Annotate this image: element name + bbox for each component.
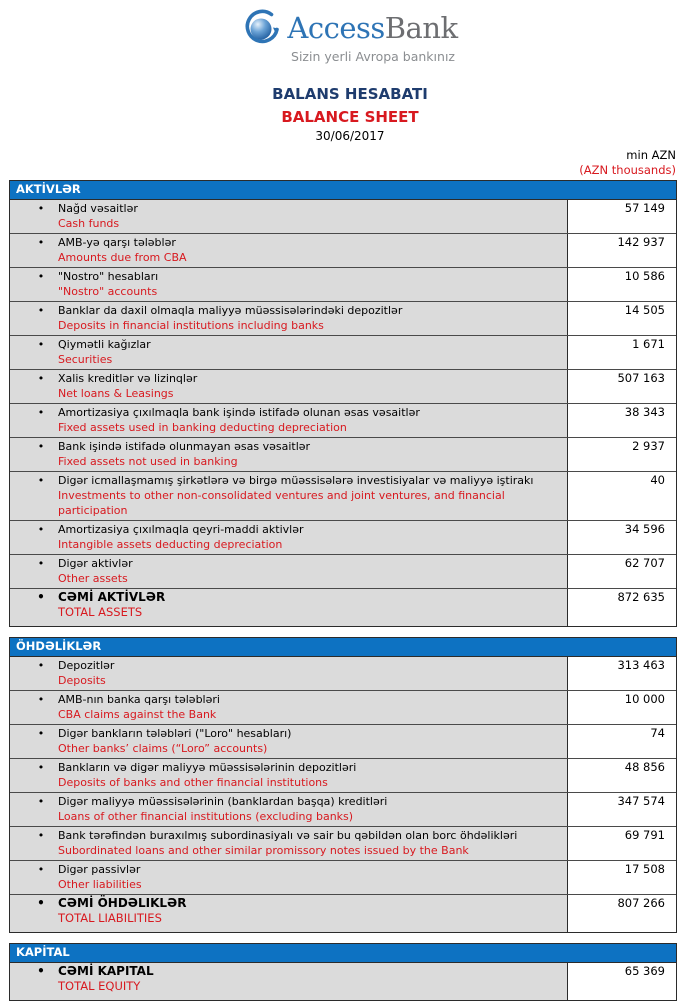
- section-assets: [9, 180, 677, 627]
- row-label-cell: [10, 370, 567, 403]
- row-label-az-line: [24, 405, 563, 420]
- bank-logo: [0, 8, 700, 48]
- row-value: 507 163: [567, 370, 676, 403]
- row-label-az: Banklar da daxil olmaqla maliyyə müəssisələrindəki depozitlər: [58, 304, 403, 317]
- row-label-cell: [10, 725, 567, 758]
- equity-rows: [9, 962, 677, 1001]
- row-label-az: Depozitlər: [58, 659, 115, 672]
- table-row: [10, 792, 676, 826]
- row-label-en: Fixed assets not used in banking: [58, 455, 238, 468]
- table-row: [10, 403, 676, 437]
- bank-name: [287, 9, 457, 47]
- row-label-en: Net loans & Leasings: [58, 387, 174, 400]
- row-label-az-line: [24, 828, 563, 843]
- row-label-en: Deposits: [58, 674, 106, 687]
- table-row: [10, 724, 676, 758]
- globe-swirl-icon: [242, 9, 280, 47]
- row-label-az: Digər bankların tələbləri ("Loro" hesabları): [58, 727, 292, 740]
- row-label-az-line: [24, 522, 563, 537]
- table-row: [10, 554, 676, 588]
- row-label-en: CBA claims against the Bank: [58, 708, 217, 721]
- bullet-icon: •: [37, 372, 45, 385]
- table-row: [10, 233, 676, 267]
- row-value: 57 149: [567, 200, 676, 233]
- row-label-en: Loans of other financial institutions (excluding banks): [58, 810, 354, 823]
- row-value: 807 266: [567, 895, 676, 932]
- row-label-cell: [10, 895, 567, 932]
- table-row: [10, 520, 676, 554]
- row-label-cell: [10, 404, 567, 437]
- bullet-icon: •: [37, 474, 45, 487]
- table-row: [10, 471, 676, 520]
- row-label-az: Bank tərəfindən buraxılmış subordinasiyalı və sair bu qəbildən olan borc öhdəlikləri: [58, 829, 518, 842]
- table-row: [10, 758, 676, 792]
- row-label-az-line: [24, 473, 563, 488]
- row-value: 65 369: [567, 963, 676, 1000]
- row-label-en: Intangible assets deducting depreciation: [58, 538, 283, 551]
- bullet-icon: •: [37, 440, 45, 453]
- row-label-cell: [10, 827, 567, 860]
- row-label-en: Other banks’ claims (“Loro” accounts): [58, 742, 268, 755]
- row-value: 74: [567, 725, 676, 758]
- unit-note-az: min AZN: [626, 148, 676, 162]
- table-row: [10, 335, 676, 369]
- row-label-az-line: [24, 692, 563, 707]
- row-label-cell: [10, 472, 567, 520]
- bullet-icon: •: [37, 523, 45, 536]
- row-label-az: "Nostro" hesabları: [58, 270, 159, 283]
- table-row: [10, 894, 676, 932]
- row-label-cell: [10, 657, 567, 690]
- row-value: 10 586: [567, 268, 676, 301]
- row-label-az: Nağd vəsaitlər: [58, 202, 138, 215]
- row-label-az: Bank işində istifadə olunmayan əsas vəsaitlər: [58, 440, 311, 453]
- row-value: 17 508: [567, 861, 676, 894]
- table-row: [10, 267, 676, 301]
- row-label-az: Digər passivlər: [58, 863, 141, 876]
- bullet-icon: •: [37, 304, 45, 317]
- row-label-az: Digər maliyyə müəssisələrinin (banklardan başqa) kreditləri: [58, 795, 388, 808]
- row-value: 34 596: [567, 521, 676, 554]
- brand-bank: Bank: [384, 11, 458, 45]
- table-row: [10, 200, 676, 233]
- row-value: 62 707: [567, 555, 676, 588]
- section-equity: [9, 943, 677, 1001]
- row-label-cell: [10, 521, 567, 554]
- row-label-az: Amortizasiya çıxılmaqla bank işində istifadə olunan əsas vəsaitlər: [58, 406, 420, 419]
- row-label-en: TOTAL ASSETS: [58, 605, 143, 619]
- section-header-assets: AKTİVLƏR: [9, 180, 677, 199]
- row-label-cell: [10, 555, 567, 588]
- row-label-az: CƏMİ ÖHDƏLIKLƏR: [58, 896, 187, 910]
- row-value: 48 856: [567, 759, 676, 792]
- row-label-cell: [10, 589, 567, 626]
- row-label-en: Other assets: [58, 572, 128, 585]
- row-label-cell: [10, 336, 567, 369]
- row-value: 1 671: [567, 336, 676, 369]
- unit-note: [0, 148, 676, 178]
- row-label-az-line: [24, 439, 563, 454]
- bullet-icon: •: [37, 236, 45, 249]
- table-row: [10, 437, 676, 471]
- row-value: 40: [567, 472, 676, 520]
- row-label-az: Bankların və digər maliyyə müəssisələrinin depozitləri: [58, 761, 357, 774]
- row-label-en: Amounts due from CBA: [58, 251, 187, 264]
- report-date: 30/06/2017: [315, 129, 385, 143]
- row-label-cell: [10, 793, 567, 826]
- section-liabilities: [9, 637, 677, 933]
- bullet-icon: •: [37, 557, 45, 570]
- table-row: [10, 860, 676, 894]
- row-value: 347 574: [567, 793, 676, 826]
- row-label-az-line: [24, 556, 563, 571]
- table-row: [10, 963, 676, 1000]
- row-label-cell: [10, 759, 567, 792]
- row-label-az-line: [24, 726, 563, 741]
- row-label-az-line: [24, 658, 563, 673]
- row-label-cell: [10, 963, 567, 1000]
- row-label-en: "Nostro" accounts: [58, 285, 158, 298]
- row-label-az-line: [24, 235, 563, 250]
- row-label-az: CƏMİ AKTİVLƏR: [58, 590, 166, 604]
- row-value: 313 463: [567, 657, 676, 690]
- row-label-en: Cash funds: [58, 217, 120, 230]
- row-label-az: Qiymətli kağızlar: [58, 338, 151, 351]
- table-row: [10, 657, 676, 690]
- row-label-en: Fixed assets used in banking deducting depreciation: [58, 421, 347, 434]
- section-header-liabilities: ÖHDƏLİKLƏR: [9, 637, 677, 656]
- brand-access: Access: [287, 11, 385, 45]
- bullet-icon: •: [37, 338, 45, 351]
- bullet-icon: •: [37, 693, 45, 706]
- row-label-en: Other liabilities: [58, 878, 142, 891]
- row-value: 14 505: [567, 302, 676, 335]
- bullet-icon: •: [37, 761, 45, 774]
- row-label-az-line: [24, 269, 563, 284]
- liabilities-rows: [9, 656, 677, 933]
- row-label-cell: [10, 438, 567, 471]
- assets-rows: [9, 199, 677, 627]
- row-label-az-line: [24, 896, 563, 911]
- row-label-az-line: [24, 794, 563, 809]
- bullet-icon: •: [37, 727, 45, 740]
- row-label-en: TOTAL LIABILITIES: [58, 911, 162, 925]
- row-value: 38 343: [567, 404, 676, 437]
- bullet-icon: •: [37, 964, 45, 978]
- bullet-icon: •: [37, 270, 45, 283]
- bullet-icon: •: [37, 863, 45, 876]
- row-value: 69 791: [567, 827, 676, 860]
- row-label-cell: [10, 302, 567, 335]
- row-label-cell: [10, 200, 567, 233]
- table-row: [10, 369, 676, 403]
- row-label-az-line: [24, 862, 563, 877]
- row-label-en: TOTAL EQUITY: [58, 979, 141, 993]
- row-value: 872 635: [567, 589, 676, 626]
- row-label-az-line: [24, 964, 563, 979]
- row-label-az: Digər icmallaşmamış şirkətlərə və birgə müəssisələrə investisiyalar və maliyyə iştirakı: [58, 474, 534, 487]
- bullet-icon: •: [37, 795, 45, 808]
- row-label-az: Digər aktivlər: [58, 557, 133, 570]
- bullet-icon: •: [37, 590, 45, 604]
- row-label-cell: [10, 691, 567, 724]
- row-value: 2 937: [567, 438, 676, 471]
- bullet-icon: •: [37, 202, 45, 215]
- row-label-cell: [10, 234, 567, 267]
- row-label-cell: [10, 268, 567, 301]
- row-label-en: Subordinated loans and other similar promissory notes issued by the Bank: [58, 844, 469, 857]
- row-value: 142 937: [567, 234, 676, 267]
- bullet-icon: •: [37, 829, 45, 842]
- section-header-equity: KAPİTAL: [9, 943, 677, 962]
- row-label-cell: [10, 861, 567, 894]
- table-row: [10, 690, 676, 724]
- row-label-en: Deposits in financial institutions including banks: [58, 319, 324, 332]
- row-label-en: Deposits of banks and other financial institutions: [58, 776, 328, 789]
- row-label-az-line: [24, 303, 563, 318]
- table-row: [10, 301, 676, 335]
- report-title-az: BALANS HESABATI: [272, 85, 428, 103]
- row-label-en: Investments to other non-consolidated ventures and joint ventures, and financial participation: [58, 489, 505, 517]
- unit-note-en: (AZN thousands): [579, 163, 676, 177]
- row-label-az: CƏMİ KAPITAL: [58, 964, 154, 978]
- bullet-icon: •: [37, 896, 45, 910]
- table-row: [10, 826, 676, 860]
- row-label-az: AMB-nın banka qarşı tələbləri: [58, 693, 220, 706]
- row-label-az: Amortizasiya çıxılmaqla qeyri-maddi aktivlər: [58, 523, 304, 536]
- row-label-az-line: [24, 760, 563, 775]
- row-value: 10 000: [567, 691, 676, 724]
- row-label-az: AMB-yə qarşı tələblər: [58, 236, 176, 249]
- bullet-icon: •: [37, 406, 45, 419]
- report-title-en: BALANCE SHEET: [281, 108, 419, 126]
- row-label-en: Securities: [58, 353, 113, 366]
- bullet-icon: •: [37, 659, 45, 672]
- row-label-az-line: [24, 201, 563, 216]
- table-row: [10, 588, 676, 626]
- row-label-az-line: [24, 337, 563, 352]
- bank-tagline: Sizin yerli Avropa bankınız: [291, 49, 455, 64]
- row-label-az-line: [24, 371, 563, 386]
- row-label-az-line: [24, 590, 563, 605]
- row-label-az: Xalis kreditlər və lizinqlər: [58, 372, 198, 385]
